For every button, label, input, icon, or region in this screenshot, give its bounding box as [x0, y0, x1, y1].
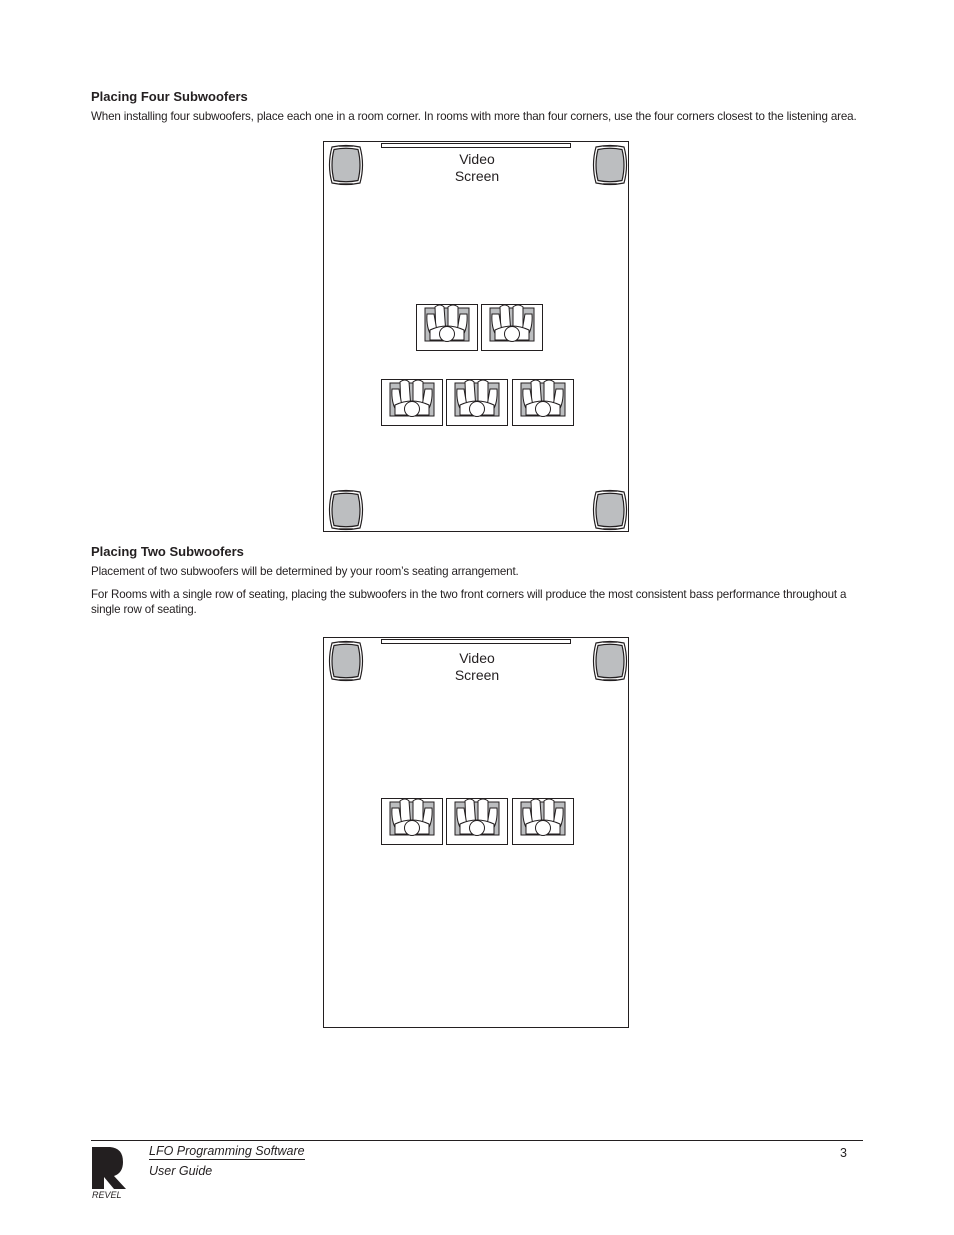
revel-logo-text: REVEL — [92, 1190, 122, 1200]
section-body-two-subwoofers-1: Placement of two subwoofers will be determined by your room’s seating arrangement. — [91, 565, 519, 578]
section-body-two-subwoofers-2: For Rooms with a single row of seating, placing the subwoofers in the two front corners will produce the most consistent bass performance throughout a single row of seating. — [91, 588, 847, 616]
video-screen-label-line2: Screen — [454, 667, 500, 683]
video-screen-icon — [381, 639, 571, 644]
video-screen-label-line2: Screen — [454, 168, 500, 184]
footer-divider — [91, 1140, 863, 1141]
seat-icon — [512, 798, 574, 845]
seat-icon — [481, 304, 543, 351]
subwoofer-icon — [326, 640, 366, 682]
video-screen-label-line1: Video — [459, 650, 495, 666]
page-number: 3 — [840, 1146, 847, 1160]
section-heading-four-subwoofers: Placing Four Subwoofers — [91, 89, 248, 104]
seat-icon — [512, 379, 574, 426]
video-screen-label — [427, 151, 527, 185]
room-diagram-four-subwoofers — [323, 141, 629, 532]
video-screen-label-line1: Video — [459, 151, 495, 167]
footer-document-title: LFO Programming Software — [149, 1144, 305, 1158]
subwoofer-icon — [590, 640, 630, 682]
video-screen-icon — [381, 143, 571, 148]
section-body-four-subwoofers: When installing four subwoofers, place each one in a room corner. In rooms with more than four corners, use the four corners closest to the listening area. — [91, 110, 857, 123]
seat-icon — [446, 379, 508, 426]
video-screen-label — [427, 650, 527, 684]
seat-icon — [381, 379, 443, 426]
section-heading-two-subwoofers: Placing Two Subwoofers — [91, 544, 244, 559]
subwoofer-icon — [326, 144, 366, 186]
room-diagram-two-subwoofers — [323, 637, 629, 1028]
subwoofer-icon — [590, 144, 630, 186]
seat-icon — [446, 798, 508, 845]
subwoofer-icon — [590, 489, 630, 531]
footer-document-subtitle: User Guide — [149, 1164, 213, 1178]
seat-icon — [416, 304, 478, 351]
subwoofer-icon — [326, 489, 366, 531]
seat-icon — [381, 798, 443, 845]
revel-logo-icon — [90, 1145, 128, 1200]
